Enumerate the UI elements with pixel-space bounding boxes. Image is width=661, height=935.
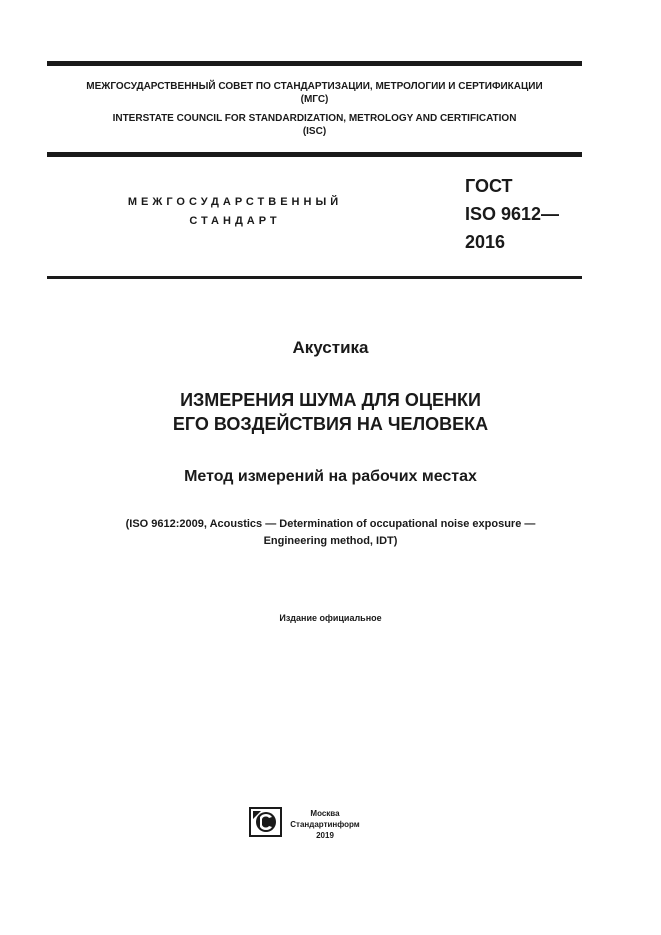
council-en-line1: INTERSTATE COUNCIL FOR STANDARDIZATION, METROLOGY AND CERTIFICATION [112, 113, 517, 124]
iso-reference [0, 516, 661, 550]
edition-label: Издание официальное [279, 613, 382, 623]
title-line2: ЕГО ВОЗДЕЙСТВИЯ НА ЧЕЛОВЕКА [172, 414, 489, 434]
middle-rule [47, 152, 582, 157]
document-topic: Акустика [292, 338, 369, 357]
standard-type-line1: МЕЖГОСУДАРСТВЕННЫЙ [127, 196, 343, 208]
standard-type-line2: СТАНДАРТ [189, 215, 281, 227]
publisher-name: Стандартинформ [290, 820, 360, 829]
council-en-line2: (ISC) [302, 126, 327, 137]
publisher-info [285, 808, 365, 841]
council-ru-line2: (МГС) [300, 94, 329, 105]
document-subtitle: Метод измерений на рабочих местах [184, 468, 477, 485]
standard-type [90, 193, 380, 231]
publisher-city: Москва [310, 809, 340, 818]
bottom-rule [47, 276, 582, 279]
publisher-logo-icon [249, 807, 282, 837]
designation-line2: ISO 9612— [465, 204, 560, 224]
publisher-year: 2019 [316, 831, 334, 840]
council-name-ru [47, 80, 582, 106]
council-name-en [47, 112, 582, 138]
designation-line1: ГОСТ [465, 176, 513, 196]
title-line1: ИЗМЕРЕНИЯ ШУМА ДЛЯ ОЦЕНКИ [180, 390, 481, 410]
designation-line3: 2016 [465, 232, 506, 252]
council-ru-line1: МЕЖГОСУДАРСТВЕННЫЙ СОВЕТ ПО СТАНДАРТИЗАЦИИ, МЕТРОЛОГИИ И СЕРТИФИКАЦИИ [86, 81, 543, 92]
top-rule [47, 61, 582, 66]
iso-reference-line2: Engineering method, IDT) [263, 535, 398, 547]
iso-reference-line1: (ISO 9612:2009, Acoustics — Determination of occupational noise exposure — [125, 518, 536, 530]
standard-designation [465, 172, 559, 256]
document-title [0, 388, 661, 436]
